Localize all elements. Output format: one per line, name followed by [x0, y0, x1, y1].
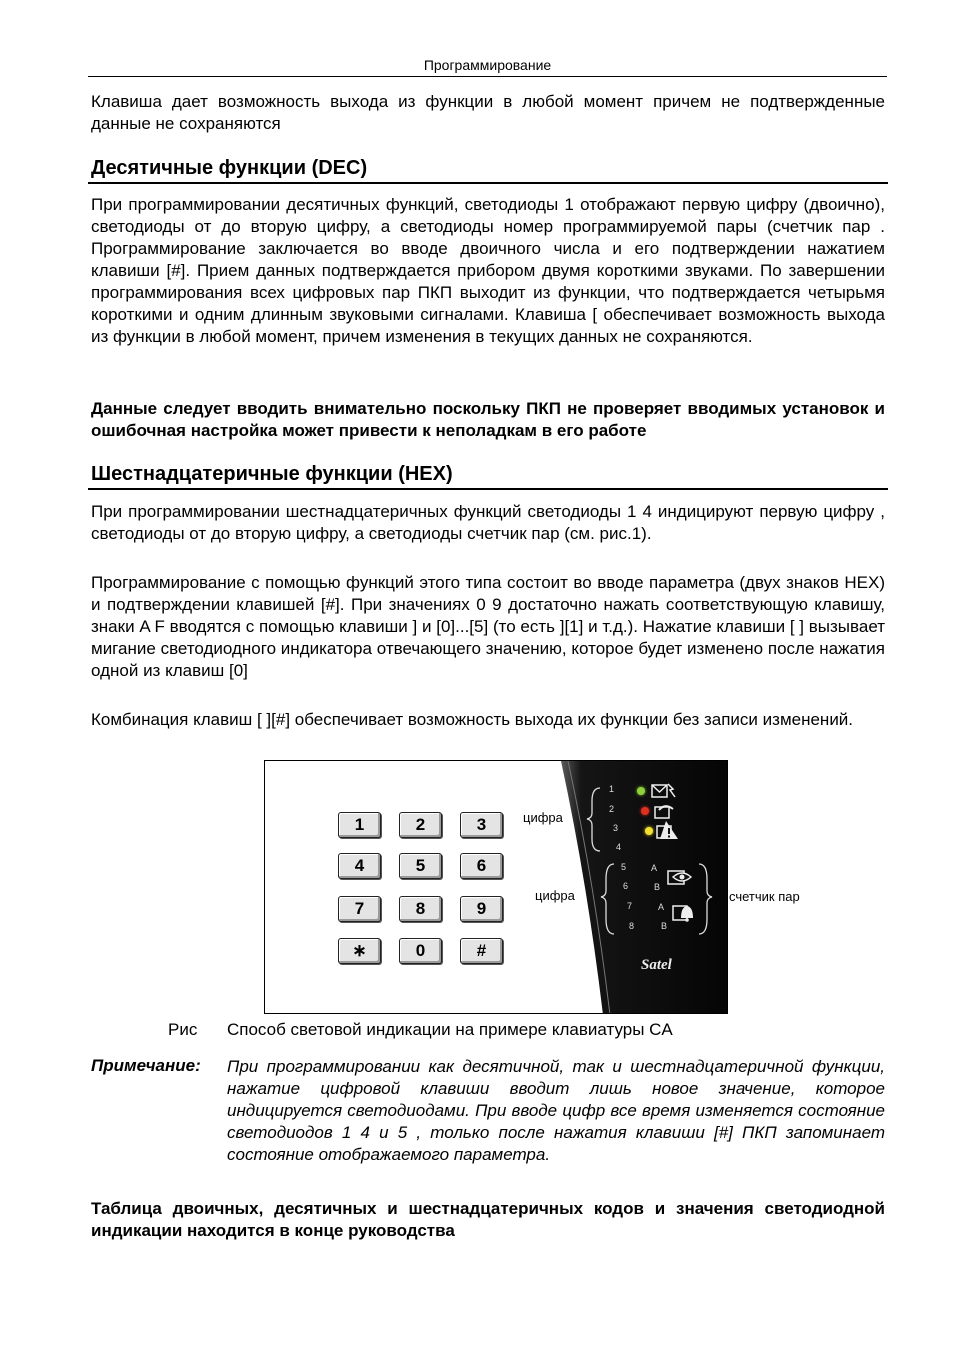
- led-green: [637, 787, 645, 795]
- hex-letter-b1: B: [654, 882, 661, 892]
- satel-logo: Satel: [641, 957, 672, 973]
- led-number-5: 5: [621, 862, 627, 872]
- dec-heading: Десятичные функции (DEC): [91, 157, 368, 179]
- keypad-key-3: 3: [460, 812, 503, 838]
- header-divider: [88, 76, 887, 77]
- figure-caption-text: Способ световой индикации на примере клавиатуры CA: [227, 1020, 673, 1039]
- keypad-key-hash: #: [460, 938, 503, 964]
- hex-paragraph-2: Программирование с помощью функций этого типа состоит во вводе параметра (двух знаков HEX) и подтверждении клавишей [#]. При значениях 0 9 достаточно нажать соответствующую клавишу, знаки A F вводятся с помощью клавиши ] и [0]...[5] (то есть ][1] и т.д.). Нажатие клавиши [ ] вызывает мигание светодиодного индикатора отвечающего значению, которое будет изменено после нажатия одной из клавиш [0]: [91, 573, 885, 680]
- led-number-3: 3: [613, 823, 619, 833]
- hex-paragraph-1: При программировании шестнадцатеричных функций светодиоды 1 4 индицируют первую цифру , светодиоды от до вторую цифру, а светодиоды счетчик пар (см. рис.1).: [91, 502, 885, 543]
- led-number-8: 8: [629, 921, 635, 931]
- led-number-1: 1: [609, 784, 615, 794]
- label-first-digit: цифра: [523, 810, 563, 825]
- led-number-6: 6: [623, 881, 629, 891]
- keypad-key-0: 0: [399, 938, 442, 964]
- hex-letter-a2: A: [658, 902, 665, 912]
- hex-letter-a1: A: [651, 863, 658, 873]
- led-number-7: 7: [627, 901, 633, 911]
- keypad-key-1: 1: [338, 812, 381, 838]
- keypad-key-2: 2: [399, 812, 442, 838]
- power-envelope-icon: [651, 782, 677, 800]
- keypad-figure: [264, 760, 728, 1014]
- keypad-key-5: 5: [399, 853, 442, 879]
- hex-heading-rule: [88, 488, 888, 490]
- keypad-key-star: ∗: [338, 938, 381, 964]
- hex-heading: Шестнадцатеричные функции (HEX): [91, 463, 453, 485]
- hex-paragraph-3: Комбинация клавиш [ ][#] обеспечивает возможность выхода их функции без записи изменений.: [91, 710, 854, 729]
- bell-icon: [672, 902, 696, 924]
- page-header: Программирование: [423, 57, 552, 73]
- led-yellow: [645, 827, 653, 835]
- table-reference-note: Таблица двоичных, десятичных и шестнадцатеричных кодов и значения светодиодной индикации находится в конце руководства: [91, 1199, 885, 1240]
- keypad-key-9: 9: [460, 896, 503, 922]
- keypad-key-4: 4: [338, 853, 381, 879]
- note-label: Примечание:: [91, 1056, 201, 1075]
- dec-paragraph: При программировании десятичных функций, светодиоды 1 отображают первую цифру (двоично), светодиоды от до вторую цифру, а светодиоды номер программируемой пары (счетчик пар . Программирование заключается во вводе двоичного числа и его подтверждении нажатием клавиши [#]. Прием данных подтверждается прибором двумя короткими звуками. По завершении программирования всех цифровых пар ПКП выходит из функции, что подтверждается четырьмя короткими и одним длинным звуковыми сигналами. Клавиша [ обеспечивает возможность выхода из функции в любой момент, причем изменения в текущих данных не сохраняются.: [91, 195, 885, 346]
- keypad-key-8: 8: [399, 896, 442, 922]
- label-second-digit: цифра: [535, 888, 575, 903]
- keypad-key-7: 7: [338, 896, 381, 922]
- led-number-4: 4: [616, 842, 622, 852]
- alarm-triangle-icon: [656, 820, 680, 840]
- led-red: [641, 807, 649, 815]
- eye-icon: [667, 868, 693, 886]
- hex-letter-b2: B: [661, 921, 668, 931]
- label-pair-counter-outside: счетчик пар: [729, 889, 800, 904]
- intro-paragraph: Клавиша дает возможность выхода из функции в любой момент причем не подтвержденные данные не сохраняются: [91, 92, 885, 133]
- note-text: При программировании как десятичной, так и шестнадцатеричной функции, нажатие цифровой клавиши вводит лишь новое значение, которое индицируется светодиодами. При вводе цифр все время изменяется состояние светодиодов 1 4 и 5 , только после нажатия клавиши [#] ПКП запоминает состояние отображаемого параметра.: [227, 1057, 885, 1164]
- figure-caption-label: Рис: [168, 1020, 198, 1039]
- keypad-key-6: 6: [460, 853, 503, 879]
- dec-warning: Данные следует вводить внимательно поскольку ПКП не проверяет вводимых установок и ошибочная настройка может привести к неполадкам в его работе: [91, 399, 885, 440]
- dec-heading-rule: [88, 182, 888, 184]
- led-number-2: 2: [609, 804, 615, 814]
- phone-icon: [654, 802, 676, 820]
